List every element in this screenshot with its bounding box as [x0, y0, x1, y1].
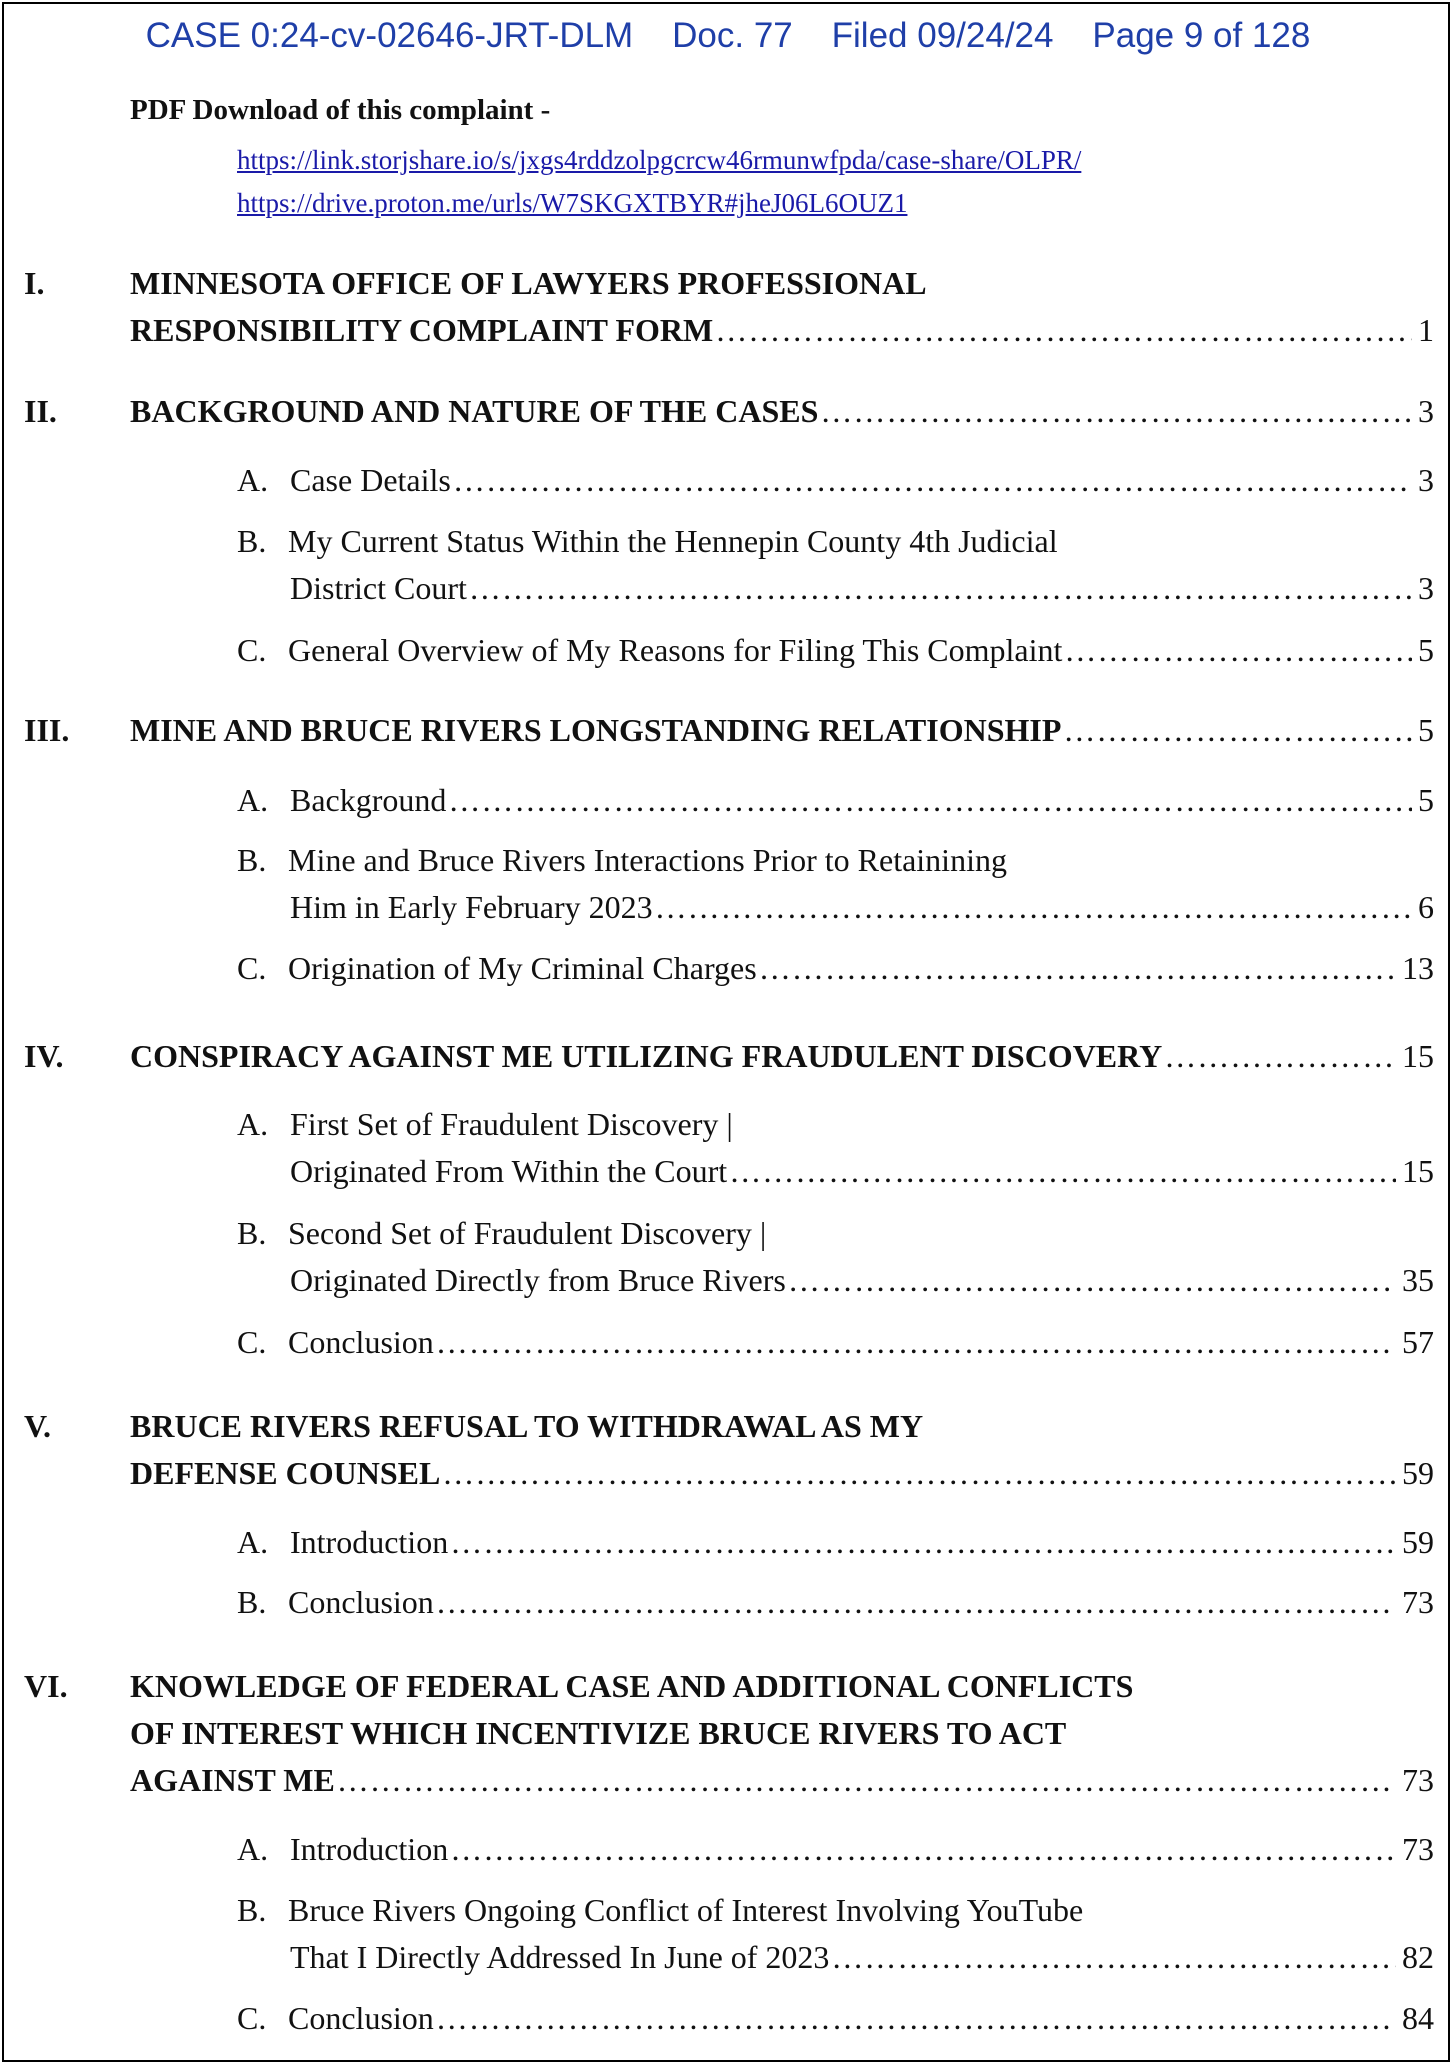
leader-dots: [469, 570, 1412, 607]
page-number: 1: [1418, 312, 1434, 348]
subsection-title-last-line: [288, 632, 1434, 669]
subsection-letter: A.: [237, 1106, 269, 1142]
subsection-letter: B.: [237, 1892, 267, 1928]
page-frame: [2, 2, 1450, 2062]
section-title-line: BRUCE RIVERS REFUSAL TO WITHDRAWAL AS MY: [130, 1408, 924, 1444]
section-title-line: AGAINST ME: [130, 1762, 335, 1798]
subsection-title-line: Origination of My Criminal Charges: [288, 950, 757, 986]
section-title-last-line: [130, 1455, 1434, 1492]
page-number: 5: [1418, 782, 1434, 818]
subsection-title-last-line: [288, 950, 1434, 987]
subsection-title-line: Bruce Rivers Ongoing Conflict of Interest Involving YouTube: [288, 1892, 1084, 1928]
section-title-last-line: [130, 1762, 1434, 1799]
subsection-title-last-line: [290, 570, 1434, 607]
page-number: 59: [1402, 1524, 1434, 1560]
page-number: 3: [1418, 462, 1434, 498]
subsection-letter: C.: [237, 950, 267, 986]
subsection-title-line: That I Directly Addressed In June of 2023: [290, 1939, 830, 1975]
subsection-title-line: Introduction: [290, 1831, 449, 1867]
subsection-title-line: Second Set of Fraudulent Discovery |: [288, 1215, 767, 1251]
subsection-title-line: Case Details: [290, 462, 451, 498]
section-title-line: DEFENSE COUNSEL: [130, 1455, 441, 1491]
leader-dots: [831, 1939, 1396, 1976]
leader-dots: [436, 2000, 1396, 2037]
leader-dots: [715, 312, 1412, 349]
page-number: 73: [1402, 1584, 1434, 1620]
page-number: 82: [1402, 1939, 1434, 1975]
subsection-title-line: Conclusion: [288, 1584, 434, 1620]
subsection-letter: B.: [237, 523, 267, 559]
subsection-title-last-line: [290, 1831, 1434, 1868]
page-number: 35: [1402, 1262, 1434, 1298]
leader-dots: [1063, 712, 1412, 749]
case-number: CASE 0:24-cv-02646-JRT-DLM: [145, 16, 634, 55]
subsection-title-last-line: [288, 2000, 1434, 2037]
subsection-title-last-line: [288, 1584, 1434, 1621]
page-number: 73: [1402, 1762, 1434, 1798]
leader-dots: [442, 1455, 1396, 1492]
page-number: 73: [1402, 1831, 1434, 1867]
subsection-letter: C.: [237, 1324, 267, 1360]
subsection-title-line: Background: [290, 782, 447, 818]
leader-dots: [655, 889, 1412, 926]
leader-dots: [436, 1584, 1396, 1621]
subsection-title-line: District Court: [290, 570, 467, 606]
page-number: 13: [1402, 950, 1434, 986]
subsection-title-line: General Overview of My Reasons for Filing This Complaint: [288, 632, 1063, 668]
section-number: I.: [24, 265, 45, 301]
subsection-title-line: Originated From Within the Court: [290, 1153, 728, 1189]
subsection-title-line: Mine and Bruce Rivers Interactions Prior to Retainining: [288, 842, 1007, 878]
subsection-letter: A.: [237, 1831, 269, 1867]
subsection-letter: C.: [237, 2000, 267, 2036]
page-number: 3: [1418, 393, 1434, 429]
section-title-line: MINNESOTA OFFICE OF LAWYERS PROFESSIONAL: [130, 265, 927, 301]
subsection-title-line: Conclusion: [288, 2000, 434, 2036]
section-title-line: OF INTEREST WHICH INCENTIVIZE BRUCE RIVERS TO ACT: [130, 1715, 1067, 1751]
subsection-title-last-line: [290, 1939, 1434, 1976]
page-number: 57: [1402, 1324, 1434, 1360]
section-title-last-line: [130, 393, 1434, 430]
doc-number: Doc. 77: [672, 16, 793, 55]
leader-dots: [453, 462, 1412, 499]
section-number: II.: [24, 393, 57, 429]
page-number: 5: [1418, 632, 1434, 668]
filed-date: Filed 09/24/24: [831, 16, 1054, 55]
page-number: 15: [1402, 1153, 1434, 1189]
page-number: 84: [1402, 2000, 1434, 2036]
leader-dots: [337, 1762, 1396, 1799]
leader-dots: [1164, 1038, 1396, 1075]
subsection-title-line: Conclusion: [288, 1324, 434, 1360]
subsection-title-last-line: [290, 1153, 1434, 1190]
subsection-title-last-line: [290, 1262, 1434, 1299]
page-number: 6: [1418, 889, 1434, 925]
leader-dots: [729, 1153, 1396, 1190]
section-title-line: KNOWLEDGE OF FEDERAL CASE AND ADDITIONAL CONFLICTS: [130, 1668, 1134, 1704]
subsection-letter: B.: [237, 1584, 267, 1620]
leader-dots: [450, 1524, 1396, 1561]
subsection-title-last-line: [290, 889, 1434, 926]
section-number: VI.: [24, 1668, 68, 1704]
subsection-letter: A.: [237, 462, 269, 498]
section-title-line: BACKGROUND AND NATURE OF THE CASES: [130, 393, 819, 429]
subsection-letter: A.: [237, 782, 269, 818]
section-title-line: RESPONSIBILITY COMPLAINT FORM: [130, 312, 714, 348]
page-number: 3: [1418, 570, 1434, 606]
leader-dots: [436, 1324, 1396, 1361]
subsection-title-line: Introduction: [290, 1524, 449, 1560]
pdf-download-label: PDF Download of this complaint -: [130, 94, 551, 126]
section-title-last-line: [130, 1038, 1434, 1075]
leader-dots: [759, 950, 1396, 987]
case-header: [0, 16, 1456, 56]
subsection-title-line: First Set of Fraudulent Discovery |: [290, 1106, 733, 1142]
subsection-letter: A.: [237, 1524, 269, 1560]
subsection-title-last-line: [290, 1524, 1434, 1561]
leader-dots: [1064, 632, 1412, 669]
section-title-last-line: [130, 312, 1434, 349]
leader-dots: [788, 1262, 1396, 1299]
page-number: 15: [1402, 1038, 1434, 1074]
page-indicator: Page 9 of 128: [1092, 16, 1311, 55]
subsection-title-last-line: [290, 782, 1434, 819]
subsection-title-line: My Current Status Within the Hennepin County 4th Judicial: [288, 523, 1058, 559]
page-number: 5: [1418, 712, 1434, 748]
subsection-letter: C.: [237, 632, 267, 668]
leader-dots: [820, 393, 1412, 430]
subsection-title-last-line: [290, 462, 1434, 499]
section-number: V.: [24, 1408, 51, 1444]
section-title-last-line: [130, 712, 1434, 749]
leader-dots: [448, 782, 1412, 819]
subsection-title-last-line: [288, 1324, 1434, 1361]
storj-download-link[interactable]: https://link.storjshare.io/s/jxgs4rddzolpgcrcw46rmunwfpda/case-share/OLPR/: [237, 145, 1082, 175]
section-number: IV.: [24, 1038, 64, 1074]
leader-dots: [450, 1831, 1396, 1868]
subsection-letter: B.: [237, 842, 267, 878]
proton-download-link[interactable]: https://drive.proton.me/urls/W7SKGXTBYR#jheJ06L6OUZ1: [237, 188, 908, 218]
section-title-line: CONSPIRACY AGAINST ME UTILIZING FRAUDULENT DISCOVERY: [130, 1038, 1163, 1074]
page-number: 59: [1402, 1455, 1434, 1491]
subsection-title-line: Him in Early February 2023: [290, 889, 653, 925]
subsection-title-line: Originated Directly from Bruce Rivers: [290, 1262, 786, 1298]
section-number: III.: [24, 712, 70, 748]
subsection-letter: B.: [237, 1215, 267, 1251]
section-title-line: MINE AND BRUCE RIVERS LONGSTANDING RELATIONSHIP: [130, 712, 1062, 748]
